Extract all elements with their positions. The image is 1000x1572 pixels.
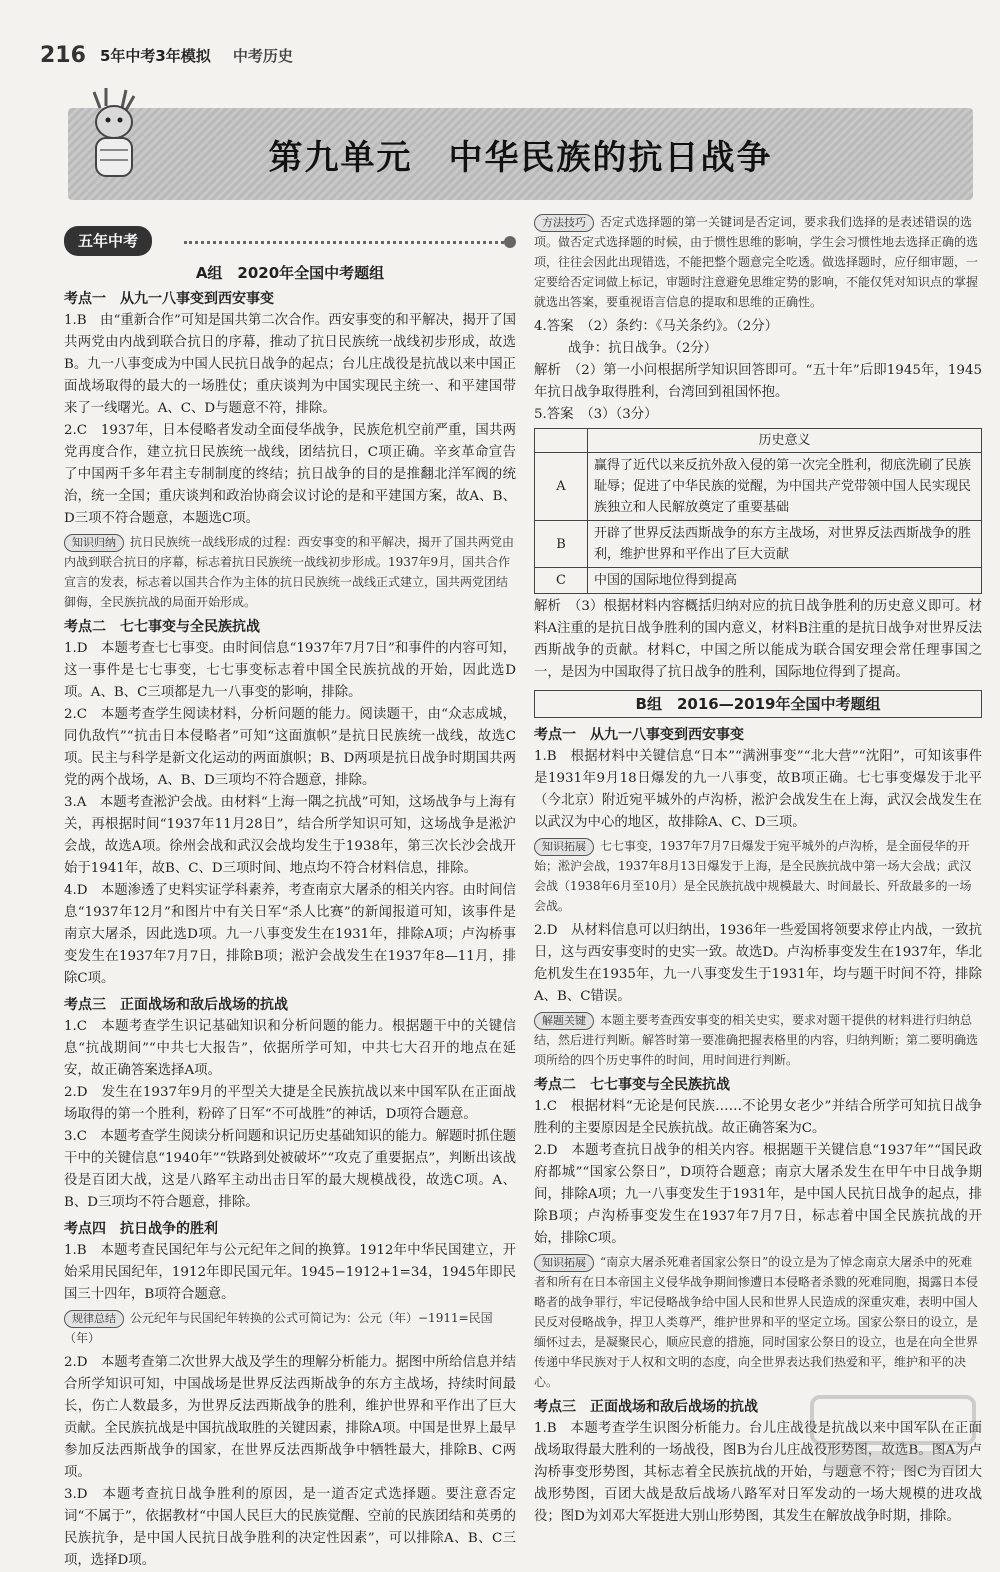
answer-item: 1.B 根据材料中关键信息“日本”“满洲事变”“北大营”“沈阳”，可知该事件是1931年9月18日爆发的九一八事变，故B项正确。七七事变爆发于北平（今北京）附近宛平城外的卢沟桥，淞沪会战发生在上海，武汉会战发生在以武汉为中心的地区，故排除A、C、D三项。: [534, 749, 982, 830]
row-key: A: [535, 453, 588, 521]
subject-title: 中考历史: [232, 46, 293, 65]
group-a-title: A组 2020年全国中考题组: [195, 264, 385, 282]
answer-item: 5.答案 （3）（3分）: [534, 407, 658, 422]
answer-item: 2.C 本题考查学生阅读材料，分析问题的能力。阅读题干，由“众志成城，同仇敌忾”“抗击日本侵略者”可知“这面旗帜”是抗日民族统一战线，故选C项。民主与科学是新文化运动的两面旗帜；B、D两项是抗日战争时期国共两党的两个战场，A、B、D三项均不符合题意，排除。: [64, 707, 516, 788]
right-column: [534, 210, 982, 1528]
answer-item: 战争：抗日战争。（2分）: [568, 341, 718, 356]
note-tag: 知识归纳: [64, 534, 124, 552]
topic-heading: 考点三 正面战场和敌后战场的抗战: [534, 1399, 758, 1415]
topic-heading: 考点四 抗日战争的胜利: [64, 1221, 218, 1237]
row-value: 开辟了世界反法西斯战争的东方主战场，对世界反法西斯战争的胜利，维护世界和平作出了巨大贡献: [588, 521, 982, 568]
section-badge: 五年中考: [64, 226, 152, 256]
answer-item: 4.答案 （2）条约：《马关条约》。（2分）: [534, 319, 779, 334]
unit-banner: [68, 108, 973, 200]
answer-item: 2.D 本题考查第二次世界大战及学生的理解分析能力。据图中所给信息并结合所学知识可知，中国战场是世界反法西斯战争的东方主战场，持续时间最长，伤亡人数最多，为世界反法西斯战争的胜利，维护世界和平作出了巨大贡献。全民族抗战是中国抗战取胜的关键因素，排除A项。中国是世界上最早参加反法西斯战争的国家，在世界反法西斯战争中牺牲最大，排除B、C两项。: [64, 1355, 517, 1480]
answer-item: 3.A 本题考查淞沪会战。由材料“上海一隅之抗战”可知，这场战争与上海有关，再根据时间“1937年11月28日”，结合所学知识可知，这场战争是淞沪会战，故选A项。徐州会战和武汉会战均发生于1938年，第三次长沙会战开始于1941年，故B、C、D三项时间、地点均不符合材料信息，排除。: [64, 795, 516, 876]
answer-item: 2.D 发生在1937年9月的平型关大捷是全民族抗战以来中国军队在正面战场取得的第一个胜利，粉碎了日军“不可战胜”的神话，D项符合题意。: [64, 1085, 516, 1122]
tip-note: [534, 1252, 982, 1392]
section-header: [64, 226, 516, 258]
answer-item: 1.C 根据材料“无论是何民族……不论男女老少”并结合所学可知抗日战争胜利的主要原因是全民族抗战。故正确答案为C。: [534, 1099, 982, 1136]
book-title: 5年中考3年模拟: [99, 46, 211, 65]
topic-heading: 考点三 正面战场和敌后战场的抗战: [64, 997, 288, 1013]
note-tag: 知识拓展: [534, 1254, 594, 1272]
topic-heading: 考点一 从九一八事变到西安事变: [534, 727, 744, 743]
note-tag: 知识拓展: [534, 838, 594, 856]
row-key: C: [535, 568, 588, 594]
topic-heading: 考点一 从九一八事变到西安事变: [64, 291, 274, 307]
tip-note: [534, 1010, 982, 1070]
table-header: 历史意义: [588, 429, 982, 453]
table-row: [535, 521, 982, 568]
left-column: [64, 226, 516, 1572]
topic-heading: 考点二 七七事变与全民族抗战: [534, 1077, 730, 1093]
answer-item: 1.B 由“重新合作”可知是国共第二次合作。西安事变的和平解决，揭开了国共两党由内战到联合抗日的序幕，推动了抗日民族统一战线初步形成，故选B。九一八事变成为中国人民抗日战争的起点；台儿庄战役是抗战以来中国正面战场取得的最大的一场胜仗；重庆谈判为中国实现民主统一、和平建国带来了一线曙光。A、C、D与题意不符，排除。: [64, 313, 516, 416]
dotted-rule: [184, 241, 510, 244]
rule-end-dot: [504, 236, 516, 248]
topic-heading: 考点二 七七事变与全民族抗战: [64, 619, 260, 635]
running-header: [40, 38, 293, 72]
note-text: “南京大屠杀死难者国家公祭日”的设立是为了悼念南京大屠杀中的死难者和所有在日本帝国主义侵华战争期间惨遭日本侵略者杀戮的死难同胞，揭露日本侵略者的战争罪行，牢记侵略战争给中国人民和世界人民造成的深重灾难，表明中国人民反对侵略战争，捍卫人类尊严，维护世界和平的坚定立场。国家公祭日的设立，是缅怀过去，是凝聚民心，顺应民意的措施，同时国家公祭日的设立，也是在向全世界传递中华民族对于人权和文明的态度，向全世界表达我们热爱和平，维护和平的决心。: [534, 1255, 979, 1389]
answer-item: 2.D 从材料信息可以归纳出，1936年一些爱国将领要求停止内战，一致抗日，这与西安事变时的史实一致。故选D。卢沟桥事变发生在1937年，华北危机发生在1935年，九一八事变发生于1931年，均与题干时间不符，排除A、B、C错误。: [534, 923, 982, 1004]
tip-note: [64, 532, 516, 612]
answer-item: 1.B 本题考查学生识图分析能力。台儿庄战役是抗战以来中国军队在正面战场取得最大胜利的一场战役，图B为台儿庄战役形势图，故选B。图A为卢沟桥事变形势图，其标志着全民族抗战的开始，与题意不符；图C为百团大战形势图，百团大战是敌后战场八路军对日军发动的一场大规模的进攻战役；图D为刘邓大军挺进大别山形势图，其发生在解放战争时期，排除。: [534, 1421, 982, 1524]
answer-item: 2.D 本题考查抗日战争的相关内容。根据题干关键信息“1937年”“国民政府都城”“国家公祭日”，D项符合题意；南京大屠杀发生在甲午中日战争期间，排除A项；九一八事变发生于1931年，是中国人民抗日战争的起点，排除B项；卢沟桥事变发生在1937年7月7日，标志着中国全民族抗战的开始，排除C项。: [534, 1143, 982, 1246]
table-row: [535, 568, 982, 594]
note-text: 抗日民族统一战线形成的过程：西安事变的和平解决，揭开了国共两党由内战到联合抗日的序幕，标志着抗日民族统一战线初步形成。1937年9月，国共合作宣言的发表，标志着以国共合作为主体的抗日民族统一战线正式建立，国共两党团结御侮，全民族抗战的局面开始形成。: [64, 535, 515, 609]
answer-item: 4.D 本题渗透了史料实证学科素养，考查南京大屠杀的相关内容。由时间信息“1937年12月”和图片中有关日军“杀人比赛”的新闻报道可知，该事件是南京大屠杀，因此选D项。九一八事变发生在1931年，排除A项；卢沟桥事变发生在1937年7月7日，排除B项；淞沪会战发生在1937年8—11月，排除C项。: [64, 883, 517, 986]
tip-note: [64, 1308, 516, 1348]
answer-item: 1.D 本题考查七七事变。由时间信息“1937年7月7日”和事件的内容可知，这一事件是七七事变，七七事变标志着中国全民族抗战的开始，因此选D项。A、B、C三项都是九一八事变的影响，排除。: [64, 641, 516, 700]
row-value: 赢得了近代以来反抗外敌入侵的第一次完全胜利，彻底洗刷了民族耻辱；促进了中华民族的觉醒，为中国共产党带领中国人民实现民族独立和人民解放奠定了重要基础: [588, 453, 982, 521]
answer-item: 1.C 本题考查学生识记基础知识和分析问题的能力。根据题干中的关键信息“抗战期间”“中共七大报告”，依据所学可知，中共七大召开的地点在延安，故正确答案选择A项。: [64, 1019, 516, 1078]
page-number: 216: [40, 42, 86, 68]
answer-item: 1.B 本题考查民国纪年与公元纪年之间的换算。1912年中华民国建立，开始采用民国纪年，1912年即民国元年。1945−1912+1=34，1945年即民国三十四年，B项符合题意。: [64, 1243, 516, 1302]
table-row: [535, 453, 982, 521]
note-tag: 规律总结: [64, 1310, 124, 1328]
answer-item: 3.C 本题考查学生阅读分析问题和识记历史基础知识的能力。解题时抓住题干中的关键信息“1940年”“铁路到处被破坏”“攻克了重要据点”，判断出该战役是百团大战，这是八路军主动出击日军的最大规模战役，故选C项。A、B、D三项均不符合题意，排除。: [64, 1129, 516, 1210]
answer-item: 3.D 本题考查抗日战争胜利的原因，是一道否定式选择题。要注意否定词“不属于”，依据教材“中国人民巨大的民族觉醒、空前的民族团结和英勇的民族抗争，是中国人民抗日战争胜利的决定性因素”，可以排除A、B、C三项，选择D项。: [64, 1487, 516, 1568]
group-b-title: B组 2016—2019年全国中考题组: [534, 690, 982, 718]
note-text: 公元纪年与民国纪年转换的公式可简记为：公元（年）−1911=民国（年）: [64, 1311, 493, 1345]
explanation: 解析 （2）第一小问根据所学知识回答即可。“五十年”后即1945年，1945年抗日战争取得胜利，台湾回到祖国怀抱。: [534, 363, 982, 400]
explanation: 解析 （3）根据材料内容概括归纳对应的抗日战争胜利的历史意义即可。材料A注重的是抗日战争胜利的国内意义，材料B注重的是抗日战争对世界反法西斯战争的贡献。材料C，中国之所以能成为联合国安理会常任理事国之一，是因为中国取得了抗日战争的胜利，国际地位得到了提高。: [534, 599, 983, 680]
note-text: 本题主要考查西安事变的相关史实，要求对题干提供的材料进行归纳总结，然后进行判断。解答时第一要准确把握表格里的内容，归纳判断；第二要明确选项所给的四个历史事件的时间，用时间进行判断。: [534, 1013, 979, 1067]
unit-title: 第九单元 中华民族的抗日战争: [268, 138, 773, 178]
tip-note: [534, 836, 982, 916]
tip-note: [534, 212, 982, 312]
answer-item: 2.C 1937年，日本侵略者发动全面侵华战争，民族危机空前严重，国共两党再度合作，建立抗日民族统一战线，团结抗日，C项正确。辛亥革命宣告了中国两千多年君主专制制度的终结；抗日战争的目的是推翻北洋军阀的统治，统一全国；重庆谈判和政治协商会议讨论的是和平建国方案，故A、B、D三项不符合题意，本题选C项。: [64, 423, 516, 526]
note-tag: 解题关键: [534, 1012, 594, 1030]
note-tag: 方法技巧: [534, 214, 594, 232]
note-text: 否定式选择题的第一关键词是否定词，要求我们选择的是表述错误的选项。做否定式选择题的时候，由于惯性思维的影响，学生会习惯性地去选择正确的选项，往往会因此出现错选，不能把整个题意完全吃透。做选择题时，应仔细审题，一定要给否定词做上标记，审题时注意避免思维定势的影响，不能仅凭对知识点的掌握就选出答案，要重视语言信息的提取和思维的正确性。: [534, 215, 979, 309]
significance-table: [534, 428, 982, 594]
row-value: 中国的国际地位得到提高: [588, 568, 982, 594]
row-key: B: [535, 521, 588, 568]
watermark-logo-icon: [808, 1391, 978, 1477]
note-text: 七七事变，1937年7月7日爆发于宛平城外的卢沟桥，是全面侵华的开始；淞沪会战，1937年8月13日爆发于上海，是全民族抗战中第一场大会战；武汉会战（1938年6月至10月）是全民族抗战中规模最大、时间最长、歼敌最多的一场会战。: [534, 839, 972, 913]
